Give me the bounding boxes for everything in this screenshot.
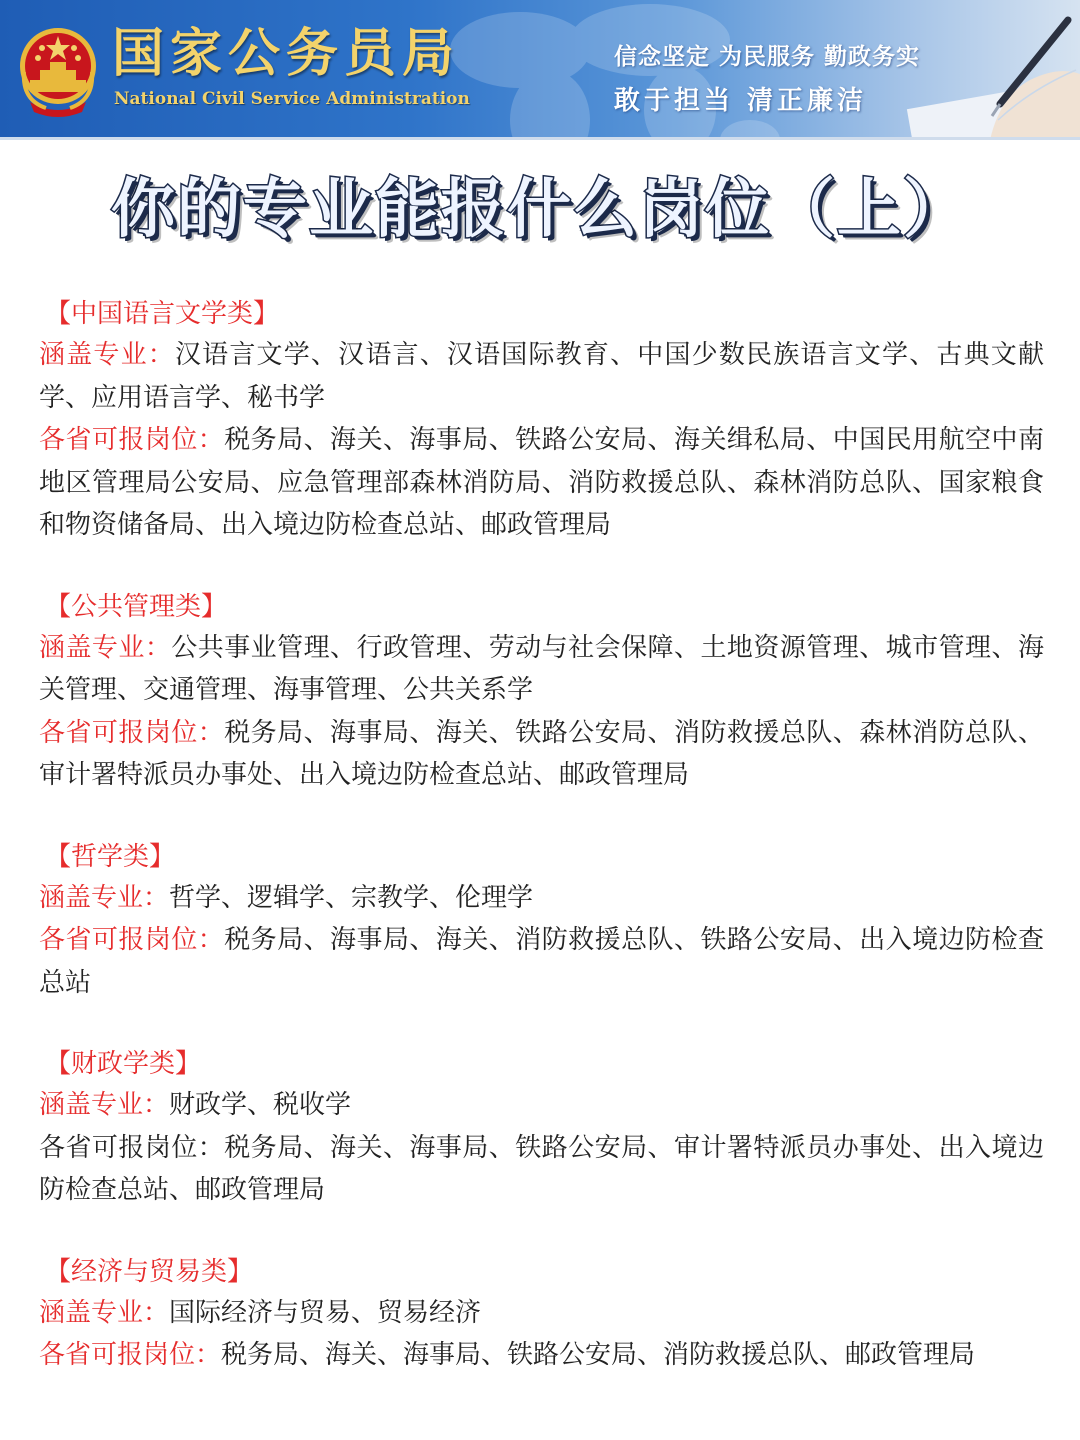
national-emblem-icon <box>16 22 100 118</box>
posts-text: 税务局、海关、海事局、铁路公安局、消防救援总队、邮政管理局 <box>221 1340 976 1370</box>
posts-paragraph <box>39 712 1044 797</box>
posts-paragraph <box>39 1127 1044 1212</box>
header-banner <box>0 0 1080 140</box>
section-economics-trade <box>39 1252 1044 1377</box>
major-post-list <box>39 294 1044 1417</box>
posts-text: 税务局、海事局、海关、消防救援总队、铁路公安局、出入境边防检查总站 <box>39 925 1044 998</box>
category-heading: 【财政学类】 <box>45 1049 202 1079</box>
category-heading: 【公共管理类】 <box>45 591 228 622</box>
posts-paragraph <box>39 919 1044 1004</box>
category-heading: 【经济与贸易类】 <box>45 1256 254 1287</box>
majors-text: 汉语言文学、汉语言、汉语国际教育、中国少数民族语言文学、古典文献学、应用语言学、秘书学 <box>39 340 1044 413</box>
majors-text: 财政学、税收学 <box>169 1090 352 1120</box>
category-heading: 【哲学类】 <box>45 841 176 872</box>
section-public-administration <box>39 587 1044 797</box>
slogan-line-2: 敢于担当 清正廉洁 <box>614 86 868 116</box>
brand-title-cn: 国家公务员局 <box>112 23 461 84</box>
majors-paragraph <box>39 1084 1044 1127</box>
posts-label: 各省可报岗位： <box>39 425 225 455</box>
posts-paragraph <box>39 1334 1044 1377</box>
majors-text: 哲学、逻辑学、宗教学、伦理学 <box>169 882 534 913</box>
majors-label: 涵盖专业： <box>39 1090 170 1120</box>
posts-text: 税务局、海关、海事局、铁路公安局、审计署特派员办事处、出入境边防检查总站、邮政管理局 <box>39 1132 1044 1205</box>
posts-label: 各省可报岗位： <box>39 717 225 748</box>
posts-paragraph <box>39 419 1044 547</box>
majors-text: 国际经济与贸易、贸易经济 <box>169 1297 482 1328</box>
majors-text: 公共事业管理、行政管理、劳动与社会保障、土地资源管理、城市管理、海关管理、交通管理、海事管理、公共关系学 <box>39 632 1044 705</box>
section-public-finance <box>39 1044 1044 1212</box>
majors-paragraph <box>39 877 1044 920</box>
majors-label: 涵盖专业： <box>39 340 175 370</box>
page-title: 你的专业能报什么岗位（上） <box>111 173 969 247</box>
majors-paragraph <box>39 627 1044 712</box>
posts-label: 各省可报岗位： <box>39 925 225 955</box>
majors-label: 涵盖专业： <box>39 882 170 913</box>
majors-paragraph <box>39 1292 1044 1335</box>
section-philosophy <box>39 837 1044 1005</box>
posts-text: 税务局、海关、海事局、铁路公安局、海关缉私局、中国民用航空中南地区管理局公安局、应急管理部森林消防局、消防救援总队、森林消防总队、国家粮食和物资储备局、出入境边防检查总站、邮政管理局 <box>39 425 1044 540</box>
posts-label: 各省可报岗位： <box>39 1132 225 1163</box>
brand-title-en: National Civil Service Administration <box>114 89 470 109</box>
slogan-line-1: 信念坚定 为民服务 勤政务实 <box>614 44 921 70</box>
section-chinese-language-literature <box>39 294 1044 547</box>
majors-paragraph <box>39 334 1044 419</box>
category-heading: 【中国语言文学类】 <box>45 299 280 329</box>
majors-label: 涵盖专业： <box>39 632 172 663</box>
posts-text: 税务局、海事局、海关、铁路公安局、消防救援总队、森林消防总队、审计署特派员办事处、出入境边防检查总站、邮政管理局 <box>39 717 1044 790</box>
posts-label: 各省可报岗位： <box>39 1340 222 1370</box>
majors-label: 涵盖专业： <box>39 1297 170 1328</box>
